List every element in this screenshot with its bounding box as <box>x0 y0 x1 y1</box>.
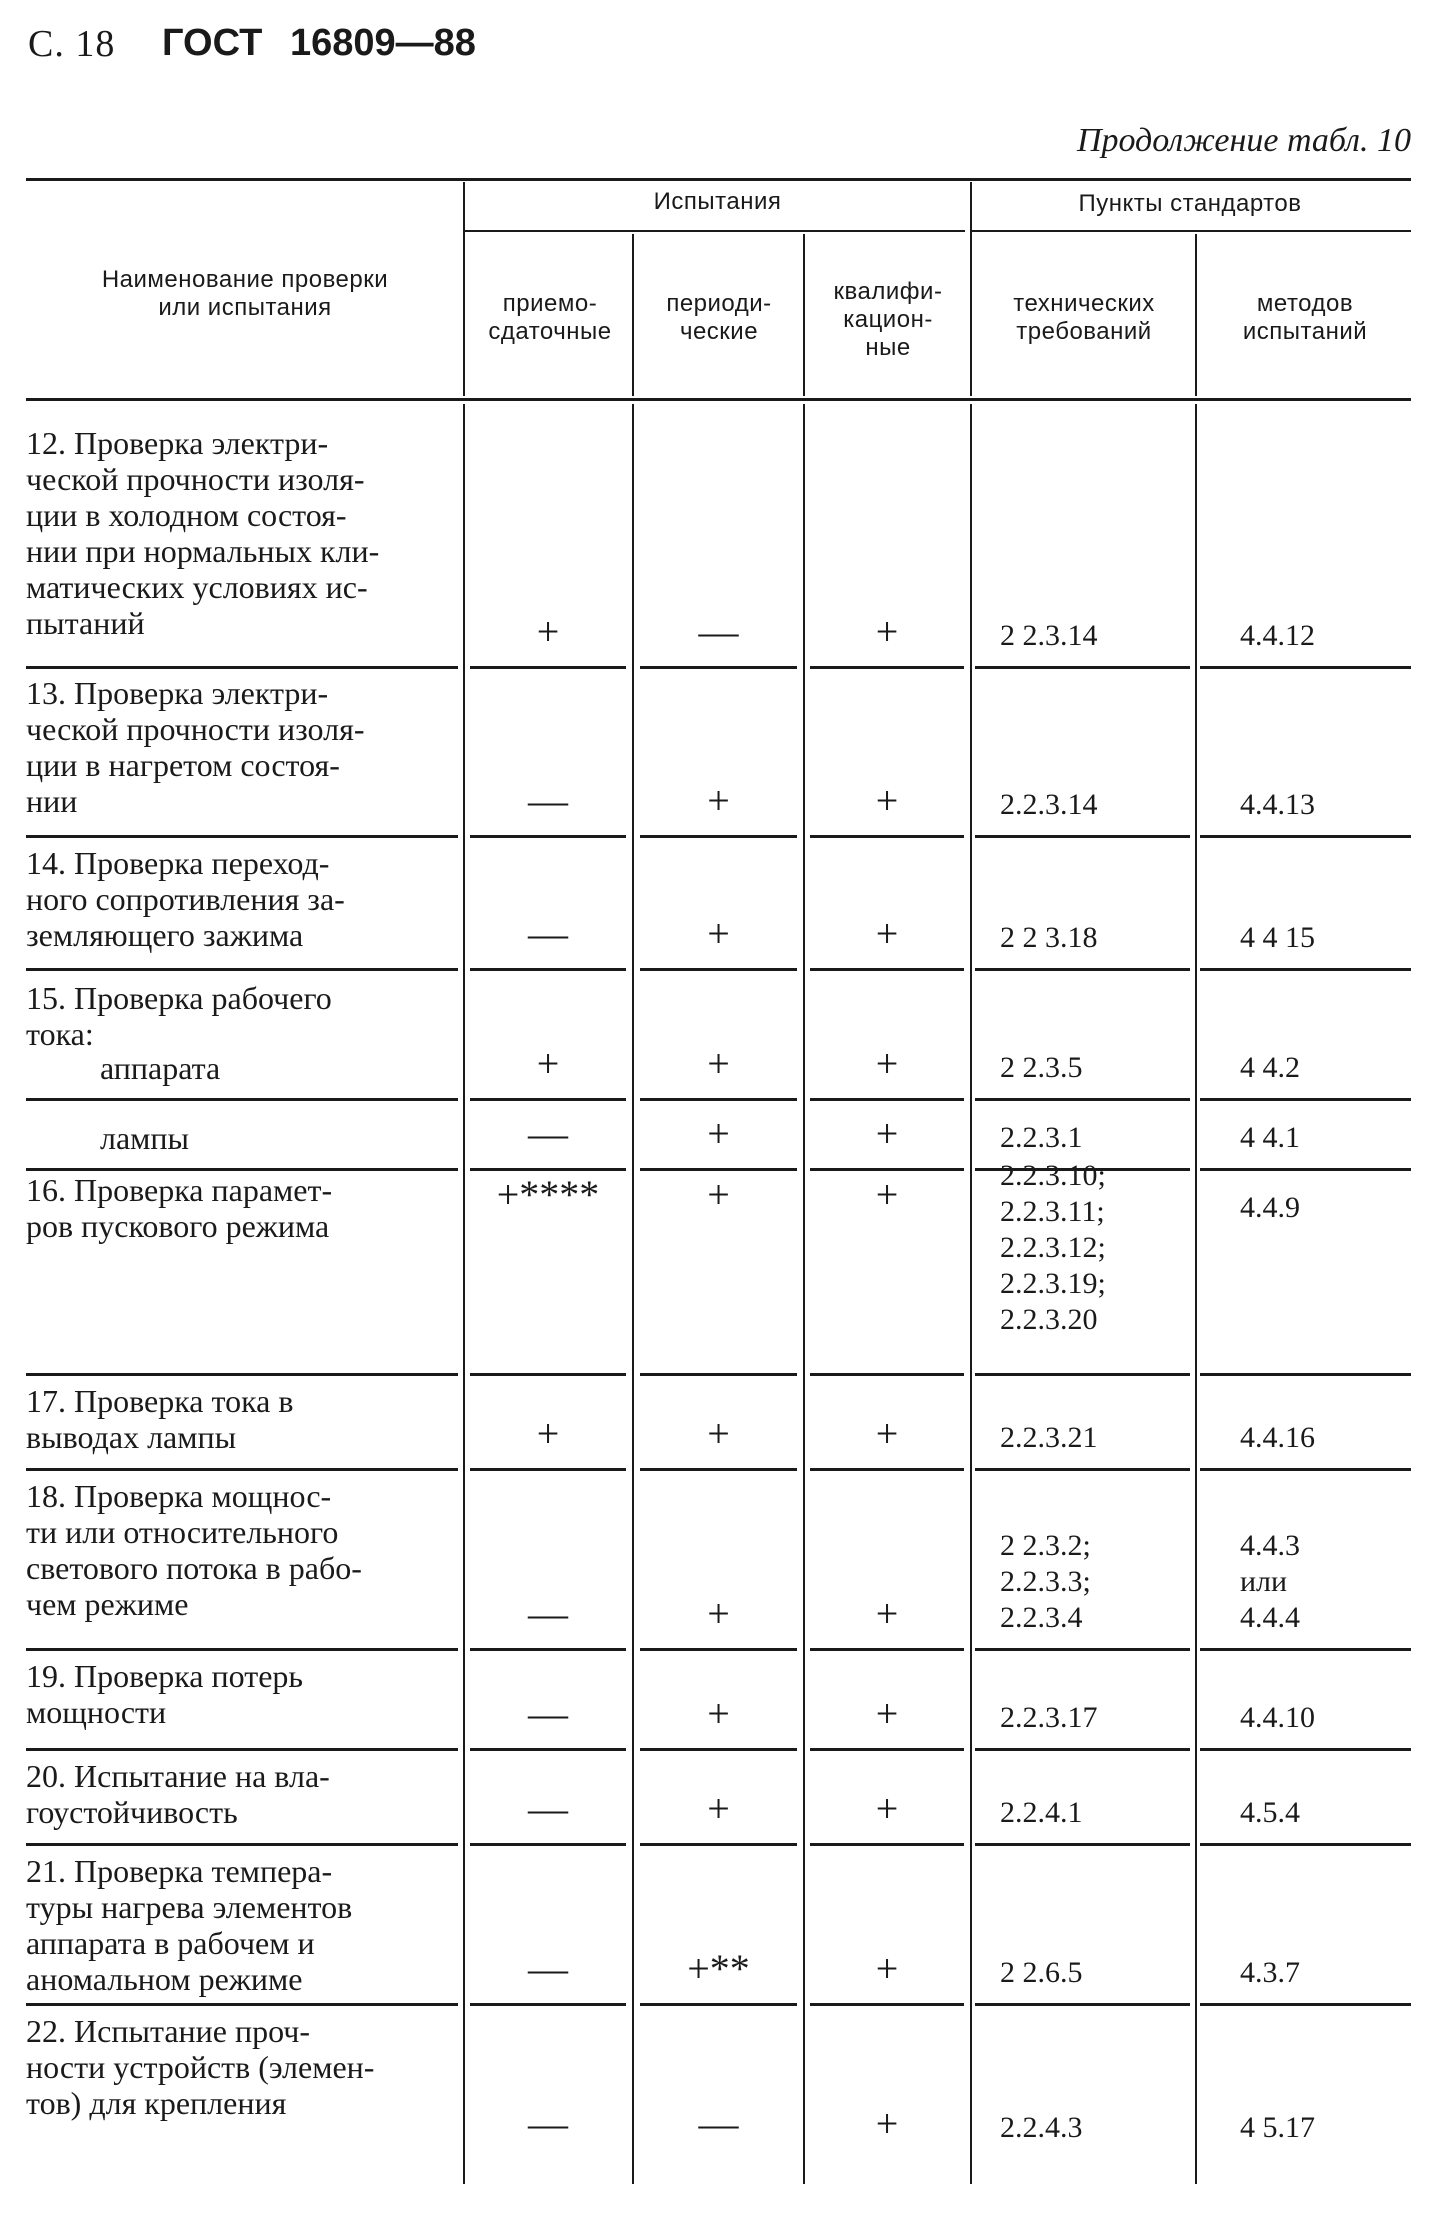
row-rule <box>810 1748 964 1751</box>
row-rule <box>975 1843 1190 1846</box>
row-rule <box>640 2003 797 2006</box>
test-name-line: нии при нормальных кли- <box>26 533 380 569</box>
tech-requirement-ref: 2 2 3.18 <box>1000 921 1098 954</box>
tests-group-header: Испытания <box>653 188 782 215</box>
row-rule <box>640 666 797 669</box>
row-rule <box>975 1648 1190 1651</box>
accept-mark: — <box>528 1591 568 1636</box>
test-name <box>26 1172 456 1244</box>
row-rule <box>810 968 964 971</box>
test-name-line: 21. Проверка темпера- <box>26 1853 333 1889</box>
test-method-ref: 4.4.12 <box>1240 619 1315 652</box>
test-name <box>26 1853 456 1997</box>
row-rule <box>470 2003 626 2006</box>
test-method-ref: 4.3.7 <box>1240 1956 1300 1989</box>
tech-requirement-ref: 2 2.3.14 <box>1000 619 1098 652</box>
test-name-line: аппарата в рабочем и <box>26 1925 315 1961</box>
test-name-line: 17. Проверка тока в <box>26 1383 294 1419</box>
row-rule <box>1200 1748 1411 1751</box>
row-rule <box>26 1843 458 1846</box>
row-rule <box>26 1748 458 1751</box>
acceptance-column-header: приемо- сдаточные <box>488 290 612 345</box>
row-rule <box>975 666 1190 669</box>
row-rule <box>810 1373 964 1376</box>
row-rule <box>1200 1648 1411 1651</box>
test-name <box>26 1758 456 1830</box>
accept-mark: — <box>528 1691 568 1736</box>
tech-requirements-column-header: технических требований <box>1013 290 1155 345</box>
test-methods-column-header: методов испытаний <box>1242 290 1368 345</box>
test-name <box>26 845 456 953</box>
periodic-mark: + <box>707 1691 730 1736</box>
qualif-mark: + <box>875 1691 899 1736</box>
row-rule <box>26 1648 458 1651</box>
qualif-mark: + <box>875 1411 899 1456</box>
test-name-line: ции в нагретом состоя- <box>26 747 340 783</box>
test-method-ref: 4.4.9 <box>1240 1191 1300 1224</box>
test-name-line: 20. Испытание на вла- <box>26 1758 330 1794</box>
row-rule <box>640 1468 797 1471</box>
row-rule <box>470 666 626 669</box>
test-name-line: мощности <box>26 1694 167 1730</box>
row-rule <box>975 2003 1190 2006</box>
row-rule <box>470 968 626 971</box>
test-name-line: 13. Проверка электри- <box>26 675 329 711</box>
table-top-rule <box>26 178 1411 181</box>
points-group-header: Пункты стандартов <box>1078 190 1302 217</box>
body-divider <box>632 404 634 2184</box>
body-divider <box>970 404 972 2184</box>
accept-mark: + <box>536 1411 560 1456</box>
row-rule <box>1200 1168 1411 1171</box>
periodic-mark: + <box>707 1591 730 1636</box>
header-bottom-rule <box>26 398 1411 401</box>
tech-requirement-ref: 2.2.3.21 <box>1000 1421 1098 1454</box>
header-divider <box>632 234 634 396</box>
test-name-line: ного сопротивления за- <box>26 881 345 917</box>
row-rule <box>1200 968 1411 971</box>
row-rule <box>640 1373 797 1376</box>
test-name <box>26 425 456 641</box>
standard-label: ГОСТ <box>162 22 263 64</box>
row-rule <box>975 1098 1190 1101</box>
test-method-ref: 4 4.2 <box>1240 1051 1300 1084</box>
row-rule <box>810 1843 964 1846</box>
test-name-line: светового потока в рабо- <box>26 1550 362 1586</box>
tech-requirement-ref: 2 2.3.5 <box>1000 1051 1083 1084</box>
test-name-line: аномальном режиме <box>26 1961 303 1997</box>
row-rule <box>470 1098 626 1101</box>
periodic-mark: + <box>707 911 730 956</box>
periodic-mark: — <box>698 609 739 654</box>
row-rule <box>640 1168 797 1171</box>
test-method-ref: 4.4.3 или 4.4.4 <box>1240 1529 1300 1634</box>
test-name-line: 22. Испытание проч- <box>26 2013 311 2049</box>
accept-mark: + <box>536 609 560 654</box>
accept-mark: — <box>528 1946 568 1991</box>
row-rule <box>1200 1468 1411 1471</box>
header-divider <box>463 182 465 396</box>
tech-requirement-ref: 2.2.4.1 <box>1000 1796 1083 1829</box>
test-name-line: тов) для крепления <box>26 2085 287 2121</box>
row-rule <box>810 835 964 838</box>
test-name-line: выводах лампы <box>26 1419 237 1455</box>
qualif-mark: + <box>875 1172 899 1217</box>
row-rule <box>470 1468 626 1471</box>
standard-number: 16809—88 <box>290 22 476 64</box>
tech-requirement-ref: 2.2.3.17 <box>1000 1701 1098 1734</box>
test-name-line: нии <box>26 783 78 819</box>
qualification-column-header: квалифи- кацион- ные <box>833 278 943 361</box>
row-rule <box>810 1168 964 1171</box>
test-method-ref: 4.4.16 <box>1240 1421 1315 1454</box>
test-method-ref: 4 4.1 <box>1240 1121 1300 1154</box>
test-name-line: ции в холодном состоя- <box>26 497 347 533</box>
test-name-line: ности устройств (элемен- <box>26 2049 375 2085</box>
row-rule <box>640 1748 797 1751</box>
header-divider <box>970 182 972 396</box>
row-rule <box>1200 666 1411 669</box>
header-divider <box>1195 234 1197 396</box>
test-name-line: земляющего зажима <box>26 917 304 953</box>
row-rule <box>1200 1373 1411 1376</box>
row-rule <box>975 1468 1190 1471</box>
tech-requirement-ref: 2.2.3.1 <box>1000 1121 1083 1154</box>
qualif-mark: + <box>875 911 899 956</box>
row-rule <box>470 1748 626 1751</box>
name-column-header: Наименование проверки или испытания <box>101 266 389 321</box>
accept-mark: +**** <box>496 1172 600 1217</box>
test-name <box>26 980 456 1052</box>
row-rule <box>26 666 458 669</box>
periodic-mark: +** <box>687 1946 750 1991</box>
qualif-mark: + <box>875 1041 899 1086</box>
row-rule <box>640 1843 797 1846</box>
test-name-line: ров пускового режима <box>26 1208 330 1244</box>
row-rule <box>26 835 458 838</box>
test-name-line: ческой прочности изоля- <box>26 461 365 497</box>
test-name-line: чем режиме <box>26 1586 189 1622</box>
test-name-line: ти или относительного <box>26 1514 339 1550</box>
row-rule <box>470 1648 626 1651</box>
qualif-mark: + <box>875 2101 899 2146</box>
row-rule <box>1200 1843 1411 1846</box>
test-name <box>26 675 456 819</box>
row-rule <box>1200 2003 1411 2006</box>
row-rule <box>975 835 1190 838</box>
test-method-ref: 4 5.17 <box>1240 2111 1315 2144</box>
test-name-line: 14. Проверка переход- <box>26 845 330 881</box>
row-rule <box>470 1843 626 1846</box>
sub-item-label: лампы <box>100 1120 190 1156</box>
row-rule <box>470 1168 626 1171</box>
table-continuation-caption: Продолжение табл. 10 <box>1076 122 1411 159</box>
points-group-rule <box>972 230 1411 232</box>
sub-item-label: аппарата <box>100 1050 221 1086</box>
accept-mark: — <box>528 911 568 956</box>
tech-requirement-ref: 2.2.3.14 <box>1000 788 1098 821</box>
row-rule <box>26 1168 458 1171</box>
row-rule <box>470 835 626 838</box>
qualif-mark: + <box>875 778 899 823</box>
accept-mark: — <box>528 2101 568 2146</box>
periodic-mark: — <box>698 2101 739 2146</box>
body-divider <box>803 404 805 2184</box>
test-name-line: 16. Проверка парамет- <box>26 1172 333 1208</box>
test-name-line: ческой прочности изоля- <box>26 711 365 747</box>
test-name-line: 19. Проверка потерь <box>26 1658 303 1694</box>
qualif-mark: + <box>875 609 899 654</box>
row-rule <box>640 1648 797 1651</box>
test-name <box>26 1658 456 1730</box>
row-rule <box>26 2003 458 2006</box>
row-rule <box>810 666 964 669</box>
header-divider <box>803 234 805 396</box>
row-rule <box>810 2003 964 2006</box>
periodic-mark: + <box>707 778 730 823</box>
test-name-line: 15. Проверка рабочего <box>26 980 332 1016</box>
test-name-line: матических условиях ис- <box>26 569 368 605</box>
row-rule <box>26 1373 458 1376</box>
tests-group-rule <box>465 230 965 232</box>
qualif-mark: + <box>875 1111 899 1156</box>
test-name-line: пытаний <box>26 605 145 641</box>
row-rule <box>810 1098 964 1101</box>
row-rule <box>640 1098 797 1101</box>
row-rule <box>975 968 1190 971</box>
body-divider <box>1195 404 1197 2184</box>
accept-mark: + <box>536 1041 560 1086</box>
row-rule <box>975 1373 1190 1376</box>
periodic-mark: + <box>707 1041 730 1086</box>
test-name <box>26 2013 456 2121</box>
test-name <box>26 1478 456 1622</box>
periodic-mark: + <box>707 1411 730 1456</box>
row-rule <box>640 835 797 838</box>
test-method-ref: 4.4.10 <box>1240 1701 1315 1734</box>
periodic-column-header: периоди- ческие <box>666 290 772 345</box>
tech-requirement-ref: 2.2.3.10; 2.2.3.11; 2.2.3.12; 2.2.3.19; 2.2.3.20 <box>1000 1159 1106 1336</box>
test-name <box>26 1383 456 1455</box>
row-rule <box>26 968 458 971</box>
row-rule <box>810 1468 964 1471</box>
tech-requirement-ref: 2 2.3.2; 2.2.3.3; 2.2.3.4 <box>1000 1529 1091 1634</box>
test-method-ref: 4 4 15 <box>1240 921 1315 954</box>
test-method-ref: 4.5.4 <box>1240 1796 1300 1829</box>
row-rule <box>26 1098 458 1101</box>
test-name-line: тока: <box>26 1016 94 1052</box>
test-name-line: 18. Проверка мощнос- <box>26 1478 332 1514</box>
test-name-line: 12. Проверка электри- <box>26 425 329 461</box>
row-rule <box>810 1648 964 1651</box>
qualif-mark: + <box>875 1591 899 1636</box>
body-divider <box>463 404 465 2184</box>
row-rule <box>26 1468 458 1471</box>
page-number: С. 18 <box>28 23 116 65</box>
row-rule <box>1200 1098 1411 1101</box>
tech-requirement-ref: 2.2.4.3 <box>1000 2111 1083 2144</box>
test-name-line: гоустойчивость <box>26 1794 238 1830</box>
row-rule <box>1200 835 1411 838</box>
periodic-mark: + <box>707 1111 730 1156</box>
periodic-mark: + <box>707 1786 730 1831</box>
test-name-line: туры нагрева элементов <box>26 1889 353 1925</box>
periodic-mark: + <box>707 1172 730 1217</box>
accept-mark: — <box>528 778 568 823</box>
row-rule <box>470 1373 626 1376</box>
tech-requirement-ref: 2 2.6.5 <box>1000 1956 1083 1989</box>
accept-mark: — <box>528 1786 568 1831</box>
row-rule <box>975 1748 1190 1751</box>
qualif-mark: + <box>875 1786 899 1831</box>
row-rule <box>640 968 797 971</box>
qualif-mark: + <box>875 1946 899 1991</box>
accept-mark: — <box>528 1111 568 1156</box>
test-method-ref: 4.4.13 <box>1240 788 1315 821</box>
